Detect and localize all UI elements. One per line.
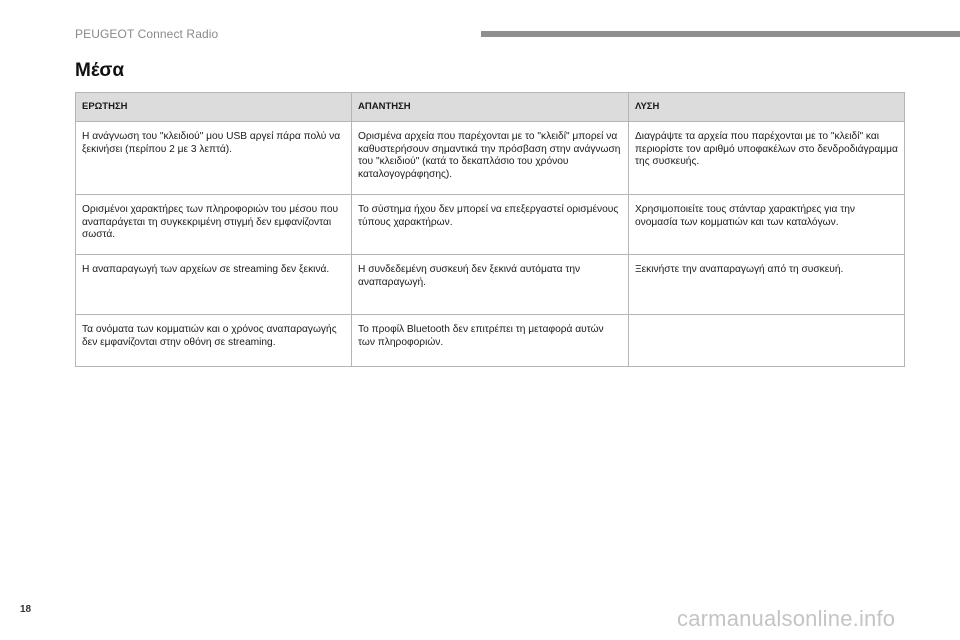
page-title: Μέσα — [75, 60, 125, 81]
table-row — [76, 122, 905, 195]
table-cell-answer: Το σύστημα ήχου δεν μπορεί να επεξεργαστεί ορισμένους τύπους χαρακτήρων. — [352, 195, 629, 255]
table-cell-question: Τα ονόματα των κομματιών και ο χρόνος αναπαραγωγής δεν εμφανίζονται στην οθόνη σε streaming. — [76, 315, 352, 367]
watermark-text: carmanualsonline.info — [677, 606, 896, 631]
table-cell-answer: Το προφίλ Bluetooth δεν επιτρέπει τη μεταφορά αυτών των πληροφοριών. — [352, 315, 629, 367]
table-cell-answer: Ορισμένα αρχεία που παρέχονται με το "κλειδί" μπορεί να καθυστερήσουν σημαντικά την πρόσβαση στην ανάγνωση του "κλειδιού" (κατά το δεκαπλάσιο του χρόνου καταλογογράφησης). — [352, 122, 629, 195]
table-cell-solution: Χρησιμοποιείτε τους στάνταρ χαρακτήρες για την ονομασία των κομματιών και των καταλόγων. — [629, 195, 905, 255]
table-row — [76, 315, 905, 367]
header-title: PEUGEOT Connect Radio — [75, 27, 219, 41]
header-bar — [481, 31, 960, 37]
table-cell-question: Η ανάγνωση του "κλειδιού" μου USB αργεί πάρα πολύ να ξεκινήσει (περίπου 2 με 3 λεπτά). — [76, 122, 352, 195]
table-header-row — [76, 93, 905, 122]
table-cell-question: Ορισμένοι χαρακτήρες των πληροφοριών του μέσου που αναπαράγεται τη συγκεκριμένη στιγμή δεν εμφανίζονται σωστά. — [76, 195, 352, 255]
table-cell-solution — [629, 315, 905, 367]
table-row — [76, 195, 905, 255]
column-header-solution: ΛΥΣΗ — [629, 93, 905, 122]
table-cell-solution: Διαγράψτε τα αρχεία που παρέχονται με το "κλειδί" και περιορίστε τον αριθμό υποφακέλων στο δενδροδιάγραμμα της συσκευής. — [629, 122, 905, 195]
table-cell-question: Η αναπαραγωγή των αρχείων σε streaming δεν ξεκινά. — [76, 255, 352, 315]
table-cell-solution: Ξεκινήστε την αναπαραγωγή από τη συσκευή. — [629, 255, 905, 315]
faq-table — [75, 92, 905, 367]
page-number: 18 — [20, 604, 32, 615]
column-header-answer: ΑΠΑΝΤΗΣΗ — [352, 93, 629, 122]
table-cell-answer: Η συνδεδεμένη συσκευή δεν ξεκινά αυτόματα την αναπαραγωγή. — [352, 255, 629, 315]
column-header-question: ΕΡΩΤΗΣΗ — [76, 93, 352, 122]
table-row — [76, 255, 905, 315]
